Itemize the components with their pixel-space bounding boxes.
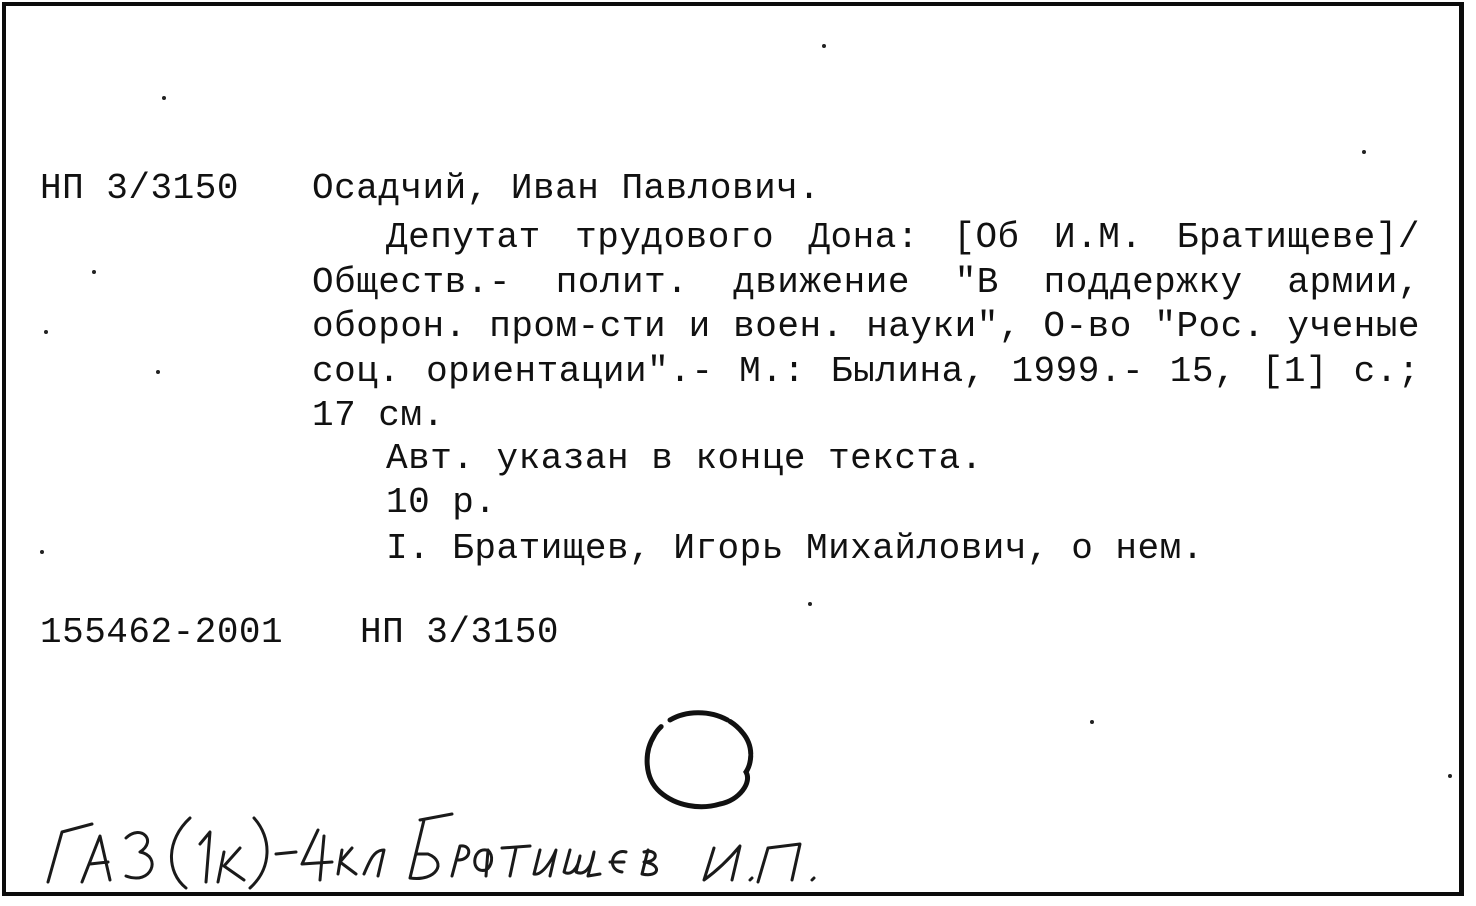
scan-speck: [1090, 720, 1094, 724]
scan-speck: [156, 370, 160, 374]
scan-speck: [1448, 774, 1452, 778]
note-author: Авт. указан в конце текста.: [386, 438, 983, 479]
call-number-bottom: НП 3/3150: [360, 612, 559, 653]
scan-speck: [1362, 150, 1366, 154]
scan-speck: [44, 330, 48, 334]
description-text: Депутат трудового Дона: [Об И.М. Братищеве]/ Обществ.- полит. движение "В поддержку армии, оборон. пром-сти и воен. науки", О-во "Рос. ученые соц. ориентации".- М.: Былина, 1999.- 15, [1] с.; 17 см.: [312, 217, 1420, 436]
scan-speck: [40, 550, 44, 554]
scan-speck: [808, 602, 812, 606]
note-subject: I. Братищев, Игорь Михайлович, о нем.: [386, 528, 1204, 569]
author-heading: Осадчий, Иван Павлович.: [312, 168, 821, 209]
handwritten-shelf-note: [40, 790, 820, 890]
scan-speck: [162, 96, 166, 100]
note-price: 10 р.: [386, 482, 497, 523]
call-number-top: НП 3/3150: [40, 168, 239, 209]
bibliographic-description: [312, 216, 1420, 439]
inventory-number: 155462-2001: [40, 612, 284, 653]
scan-speck: [92, 270, 96, 274]
scan-speck: [822, 44, 826, 48]
